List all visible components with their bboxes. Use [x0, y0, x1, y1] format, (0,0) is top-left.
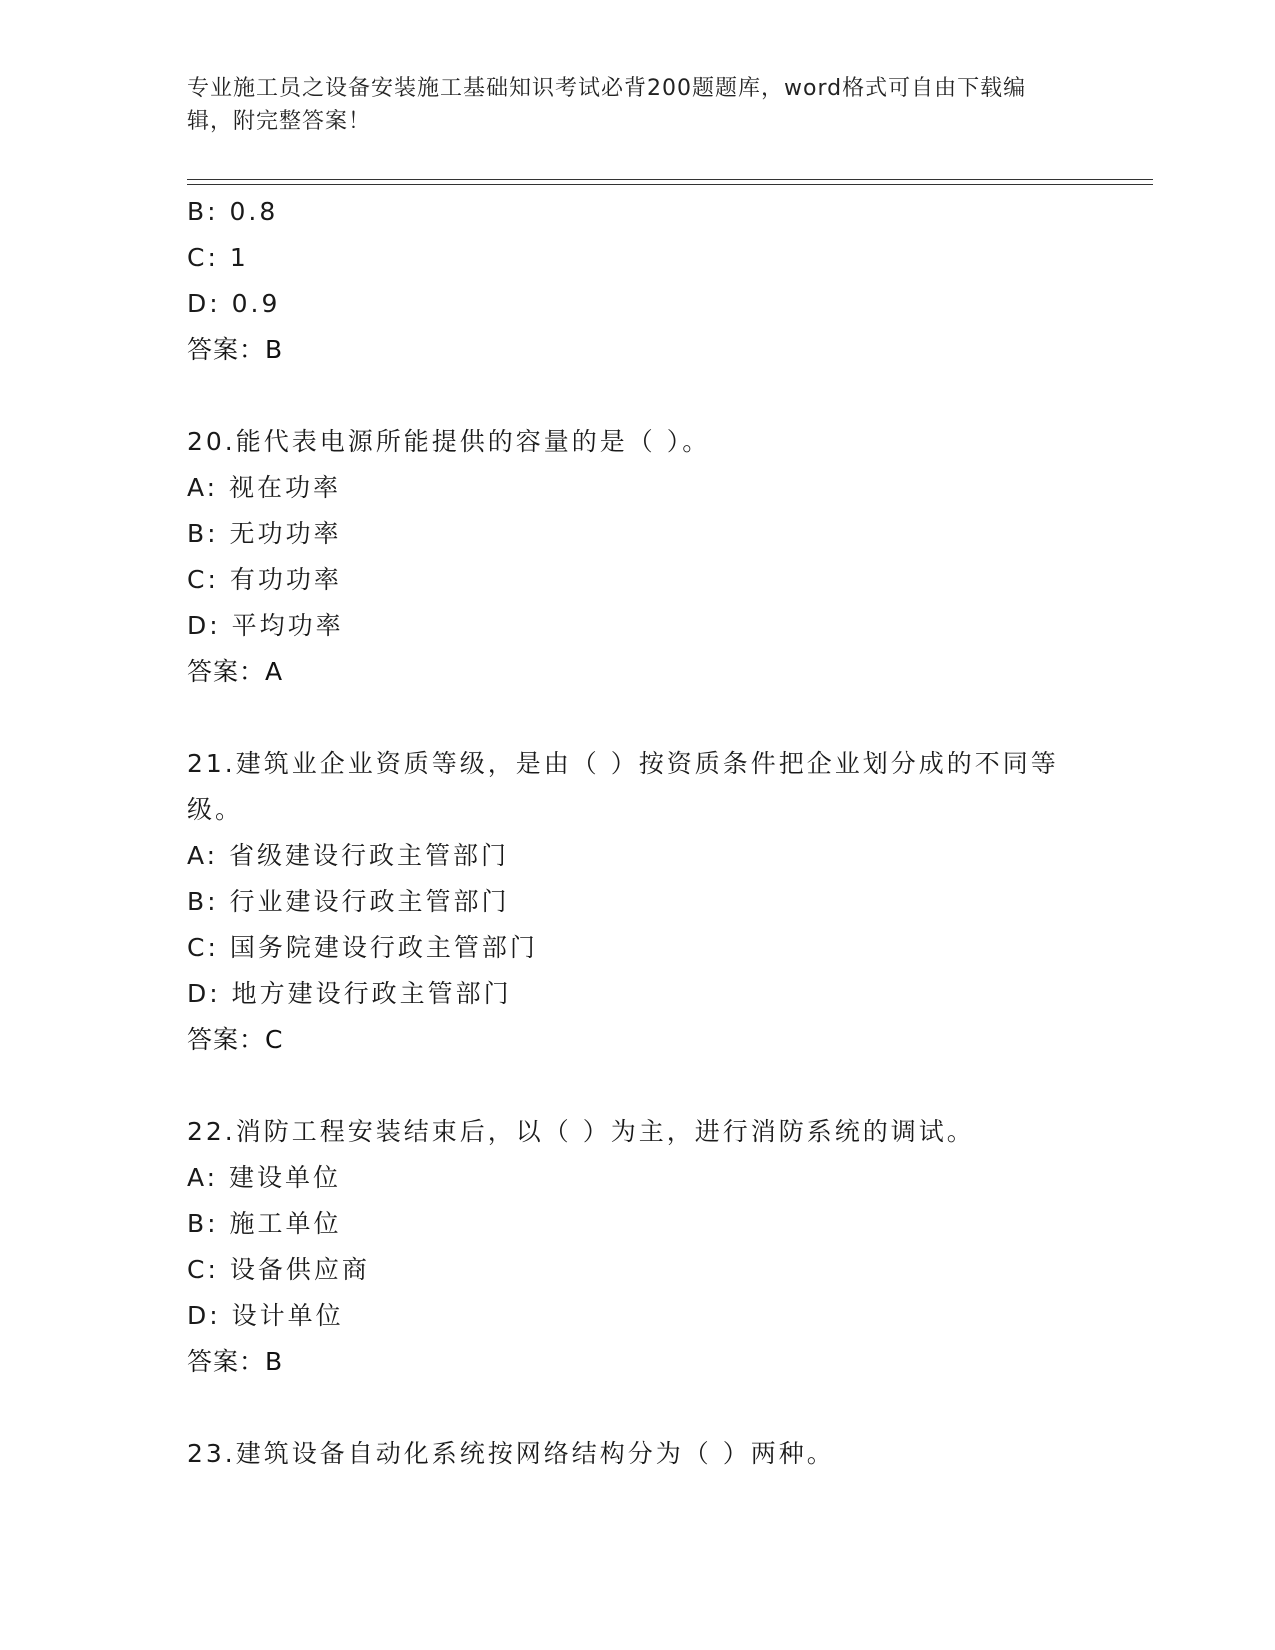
document-body [187, 189, 1087, 1477]
option-a: A: 视在功率 [187, 473, 342, 502]
question-19-fragment [187, 189, 1087, 373]
option-c: C: 国务院建设行政主管部门 [187, 933, 538, 962]
question-23 [187, 1431, 1087, 1477]
option-b: B: 施工单位 [187, 1209, 342, 1238]
answer-line: 答案：B [187, 1347, 284, 1376]
option-a: A: 省级建设行政主管部门 [187, 841, 510, 870]
option-c: C: 1 [187, 243, 249, 272]
option-b: B: 行业建设行政主管部门 [187, 887, 510, 916]
answer-line: 答案：A [187, 657, 284, 686]
question-20 [187, 419, 1087, 695]
option-c: C: 有功功率 [187, 565, 342, 594]
option-b: B: 0.8 [187, 197, 279, 226]
question-stem: 20.能代表电源所能提供的容量的是（ ）。 [187, 427, 711, 456]
option-a: A: 建设单位 [187, 1163, 342, 1192]
header-divider [187, 179, 1153, 185]
option-b: B: 无功功率 [187, 519, 342, 548]
question-stem: 23.建筑设备自动化系统按网络结构分为（ ）两种。 [187, 1439, 835, 1468]
option-d: D: 0.9 [187, 289, 281, 318]
question-22 [187, 1109, 1087, 1385]
option-d: D: 设计单位 [187, 1301, 344, 1330]
answer-line: 答案：B [187, 335, 284, 364]
option-d: D: 地方建设行政主管部门 [187, 979, 512, 1008]
option-d: D: 平均功率 [187, 611, 344, 640]
answer-line: 答案：C [187, 1025, 284, 1054]
question-stem: 22.消防工程安装结束后，以（ ）为主，进行消防系统的调试。 [187, 1117, 975, 1146]
option-c: C: 设备供应商 [187, 1255, 370, 1284]
page-header-title: 专业施工员之设备安装施工基础知识考试必背200题题库，word格式可自由下载编辑，附完整答案！ [187, 76, 1027, 134]
question-stem: 21.建筑业企业资质等级，是由（ ）按资质条件把企业划分成的不同等级。 [187, 749, 1059, 824]
question-21 [187, 741, 1087, 1063]
